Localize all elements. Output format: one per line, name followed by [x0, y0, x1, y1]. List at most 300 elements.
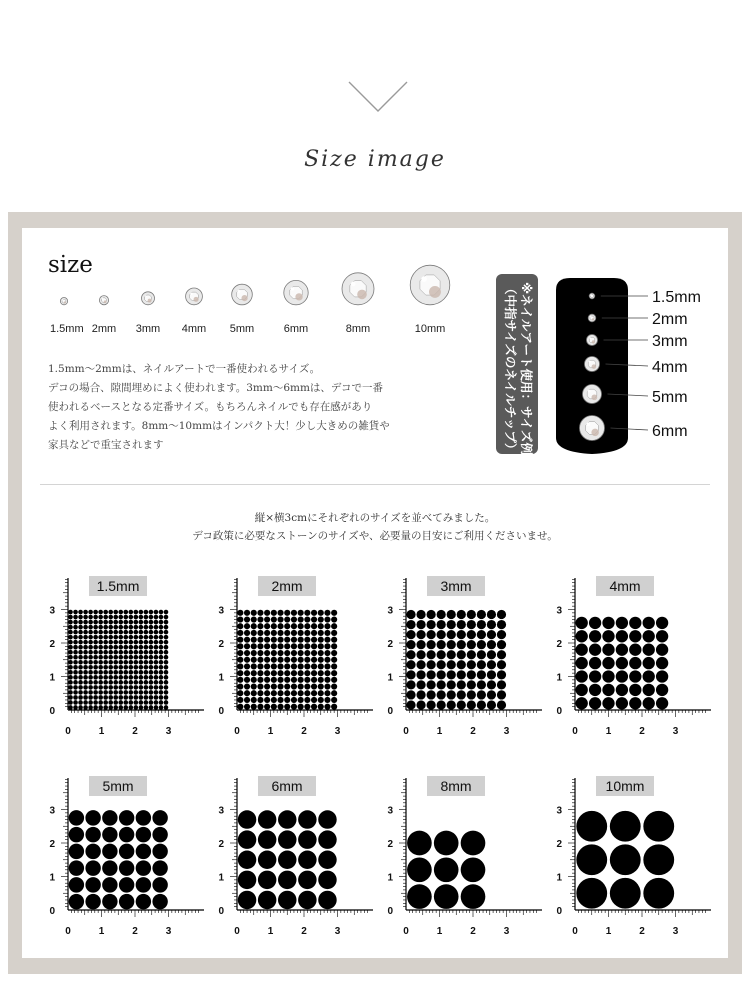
nail-size-label: 1.5mm — [652, 289, 701, 306]
stone-dot — [447, 690, 456, 699]
stone-dot — [237, 683, 243, 689]
stone-dot — [139, 620, 144, 625]
stone-dot — [602, 657, 614, 669]
stone-dot — [159, 615, 164, 620]
stone-dot — [277, 663, 283, 669]
y-tick-label: 3 — [556, 805, 562, 817]
stone-dot — [159, 675, 164, 680]
stone-dot — [656, 697, 668, 709]
stone-dot — [154, 685, 159, 690]
stone-dot — [118, 615, 123, 620]
stone-dot — [93, 615, 98, 620]
stone-dot — [291, 657, 297, 663]
stone-dot — [271, 643, 277, 649]
stone-dot — [298, 810, 316, 828]
stone-dot — [277, 650, 283, 656]
stone-dot — [406, 660, 415, 669]
grid-size-label: 4mm — [609, 578, 641, 594]
stone-dot — [85, 810, 100, 825]
stone-dot — [136, 810, 151, 825]
description-line: よく利用されます。8mm～10mmはインパクト大！少し大きめの雑貨や — [48, 420, 390, 432]
stone-dot — [108, 645, 113, 650]
stone-dot — [123, 660, 128, 665]
stone-dot — [159, 690, 164, 695]
stone-dot — [78, 685, 83, 690]
stone-dot — [119, 877, 134, 892]
stone-dot — [331, 704, 337, 710]
stone-dot — [159, 630, 164, 635]
stone-dot — [251, 643, 257, 649]
stone-dot — [139, 685, 144, 690]
stone-dot — [477, 680, 486, 689]
stone-dot — [93, 680, 98, 685]
stone-dot — [85, 827, 100, 842]
stone-dot — [477, 640, 486, 649]
stone-dot — [304, 704, 310, 710]
stone-dot — [277, 657, 283, 663]
stone-dot — [164, 670, 169, 675]
stone-dot — [643, 844, 674, 875]
stone-dot — [264, 616, 270, 622]
stone-dot — [318, 871, 336, 889]
y-tick-label: 3 — [387, 605, 393, 617]
stone-dot — [251, 637, 257, 643]
stone-dot — [159, 680, 164, 685]
stone-dot — [318, 663, 324, 669]
stone-dot — [318, 610, 324, 616]
stone-dot — [88, 685, 93, 690]
stone-dot — [416, 700, 425, 709]
y-tick-label: 3 — [49, 805, 55, 817]
stone-dot — [277, 683, 283, 689]
stone-dot — [298, 851, 316, 869]
y-tick-label: 2 — [556, 639, 562, 650]
stone-dot — [257, 610, 263, 616]
stone-dot — [437, 690, 446, 699]
stone-dot — [298, 704, 304, 710]
stone-dot — [134, 660, 139, 665]
stone-dot — [237, 657, 243, 663]
stone-dot — [477, 620, 486, 629]
stone-dot — [113, 620, 118, 625]
stone-dot — [88, 615, 93, 620]
stone-dot — [98, 610, 103, 615]
stone-dot — [271, 663, 277, 669]
stone-dot — [324, 623, 330, 629]
stone-dot — [83, 660, 88, 665]
stone-dot — [108, 615, 113, 620]
stone-dot — [113, 615, 118, 620]
stone-grid — [407, 831, 485, 909]
stone-dot — [264, 670, 270, 676]
stone-dot — [144, 630, 149, 635]
stone-dot — [318, 677, 324, 683]
stone-dot — [271, 616, 277, 622]
stone-dot — [643, 878, 674, 909]
stone-dot — [136, 827, 151, 842]
stone-grid — [237, 610, 337, 710]
stone-dot — [271, 630, 277, 636]
stone-dot — [576, 697, 588, 709]
stone-dot — [103, 610, 108, 615]
stone-dot — [461, 884, 486, 909]
stone-dot — [102, 844, 117, 859]
stone-dot — [271, 697, 277, 703]
stone-dot — [68, 635, 73, 640]
stone-dot — [278, 891, 296, 909]
stone-dot — [144, 665, 149, 670]
stone-dot — [629, 617, 641, 629]
stone-dot — [291, 650, 297, 656]
stone-dot — [264, 630, 270, 636]
stone-dot — [73, 705, 78, 710]
stone-dot — [134, 690, 139, 695]
stone-dot — [257, 616, 263, 622]
stone-dot — [103, 625, 108, 630]
stone-dot — [118, 670, 123, 675]
stone-dot — [318, 690, 324, 696]
size-grid-chart — [40, 570, 208, 748]
stone-dot — [237, 610, 243, 616]
y-tick-label: 1 — [556, 872, 562, 884]
stone-dot — [164, 640, 169, 645]
stone-dot — [123, 625, 128, 630]
stone-dot — [576, 617, 588, 629]
stone-dot — [134, 610, 139, 615]
stone-dot — [331, 683, 337, 689]
stone-dot — [159, 635, 164, 640]
stone-dot — [68, 640, 73, 645]
stone-dot — [103, 695, 108, 700]
stone-dot — [136, 894, 151, 909]
stone-dot — [447, 670, 456, 679]
stone-dot — [118, 655, 123, 660]
stone-dot — [93, 670, 98, 675]
stone-dot — [68, 625, 73, 630]
stone-dot — [83, 695, 88, 700]
stone-dot — [602, 630, 614, 642]
stone-dot — [88, 690, 93, 695]
stone-dot — [88, 630, 93, 635]
stone-dot — [238, 851, 256, 869]
stone-dot — [88, 620, 93, 625]
stone-dot — [164, 615, 169, 620]
stone-dot — [284, 690, 290, 696]
stone-dot — [298, 697, 304, 703]
stone-dot — [237, 643, 243, 649]
stone-dot — [103, 690, 108, 695]
stone-dot — [251, 690, 257, 696]
stone-dot — [69, 877, 84, 892]
stone-dot — [113, 680, 118, 685]
stone-dot — [487, 650, 496, 659]
stone-dot — [129, 705, 134, 710]
stone-dot — [427, 690, 436, 699]
stone-dot — [113, 610, 118, 615]
stone-dot — [154, 665, 159, 670]
stone-dot — [69, 827, 84, 842]
stone-dot — [68, 670, 73, 675]
stone-dot — [108, 620, 113, 625]
stone-dot — [88, 635, 93, 640]
x-tick-label: 0 — [403, 926, 409, 937]
stone-dot — [93, 645, 98, 650]
stone-dot — [331, 616, 337, 622]
stone-dot — [311, 690, 317, 696]
stone-dot — [271, 704, 277, 710]
stone-dot — [457, 660, 466, 669]
stone-dot — [461, 857, 486, 882]
y-tick-label: 0 — [387, 706, 393, 717]
stone-dot — [103, 655, 108, 660]
stone-dot — [616, 644, 628, 656]
stone-dot — [258, 891, 276, 909]
intro-line: 縦×横3cmにそれぞれのサイズを並べてみました。 — [254, 512, 496, 524]
stone-dot — [73, 620, 78, 625]
stone-dot — [278, 810, 296, 828]
stone-dot — [118, 630, 123, 635]
stone-dot — [159, 655, 164, 660]
stone-dot — [629, 644, 641, 656]
stone-dot — [98, 660, 103, 665]
stone-dot — [406, 620, 415, 629]
section-heading: Size image — [304, 147, 446, 172]
stone-dot — [467, 690, 476, 699]
stone-dot — [331, 623, 337, 629]
stone-dot — [108, 640, 113, 645]
stone-dot — [83, 630, 88, 635]
stone-dot — [144, 705, 149, 710]
stone-dot — [258, 871, 276, 889]
stone-dot — [467, 650, 476, 659]
stone-dot — [98, 615, 103, 620]
stone-dot — [237, 670, 243, 676]
stone-dot — [311, 643, 317, 649]
stone-dot — [83, 640, 88, 645]
stone-dot — [447, 630, 456, 639]
stone-dot — [264, 657, 270, 663]
stone-dot — [244, 650, 250, 656]
stone-dot — [144, 675, 149, 680]
stone-dot — [154, 620, 159, 625]
stone-dot — [331, 643, 337, 649]
stone-dot — [311, 683, 317, 689]
stone-dot — [68, 665, 73, 670]
stone-dot — [277, 610, 283, 616]
stone-dot — [257, 630, 263, 636]
stone-dot — [311, 670, 317, 676]
stone-dot — [113, 695, 118, 700]
stone-dot — [108, 655, 113, 660]
stone-dot — [93, 640, 98, 645]
stone-dot — [656, 670, 668, 682]
stone-dot — [437, 640, 446, 649]
stone-dot — [144, 680, 149, 685]
stone-dot — [83, 670, 88, 675]
stone-dot — [113, 625, 118, 630]
stone-dot — [284, 663, 290, 669]
stone-dot — [467, 660, 476, 669]
stone-dot — [88, 680, 93, 685]
stone-dot — [576, 670, 588, 682]
stone-dot — [93, 625, 98, 630]
stone-dot — [284, 623, 290, 629]
stone-dot — [68, 630, 73, 635]
stone-dot — [154, 610, 159, 615]
stone-dot — [304, 630, 310, 636]
stone-dot — [311, 650, 317, 656]
stone-dot — [589, 684, 601, 696]
stone-dot — [139, 665, 144, 670]
stone-dot — [134, 705, 139, 710]
stone-dot — [497, 610, 506, 619]
stone-dot — [406, 650, 415, 659]
stone-dot — [139, 645, 144, 650]
stone-dot — [416, 630, 425, 639]
stone-dot — [291, 697, 297, 703]
stone-dot — [83, 650, 88, 655]
stone-dot — [257, 637, 263, 643]
stone-dot — [251, 623, 257, 629]
stone-dot — [118, 665, 123, 670]
stone-dot — [119, 860, 134, 875]
stone-dot — [298, 637, 304, 643]
stone-dot — [643, 657, 655, 669]
stone-dot — [264, 637, 270, 643]
stone-dot — [83, 655, 88, 660]
stone-dot — [123, 655, 128, 660]
stone-dot — [284, 610, 290, 616]
stone-dot — [164, 665, 169, 670]
stone-dot — [98, 690, 103, 695]
stone-dot — [164, 700, 169, 705]
stone-dot — [68, 655, 73, 660]
stone-dot — [427, 700, 436, 709]
stone-dot — [497, 620, 506, 629]
stone-dot — [257, 650, 263, 656]
stone-dot — [257, 677, 263, 683]
stone-dot — [278, 851, 296, 869]
stone-dot — [83, 705, 88, 710]
stone-dot — [139, 670, 144, 675]
stone-dot — [318, 637, 324, 643]
stone-dot — [434, 884, 459, 909]
stone-dot — [69, 844, 84, 859]
stone-dot — [244, 630, 250, 636]
stone-dot — [69, 810, 84, 825]
x-tick-label: 0 — [234, 926, 240, 937]
stone-dot — [324, 663, 330, 669]
stone-dot — [118, 700, 123, 705]
stone-dot — [237, 616, 243, 622]
stone-dot — [68, 695, 73, 700]
stone-dot — [406, 640, 415, 649]
stone-dot — [113, 690, 118, 695]
stone-dot — [244, 683, 250, 689]
stone-dot — [257, 670, 263, 676]
stone-dot — [457, 690, 466, 699]
stone-dot — [291, 610, 297, 616]
y-tick-label: 0 — [49, 706, 55, 717]
stone-dot — [144, 645, 149, 650]
stone-dot — [258, 851, 276, 869]
stone-dot — [73, 695, 78, 700]
stone-dot — [144, 685, 149, 690]
stone-dot — [134, 675, 139, 680]
stone-dot — [144, 640, 149, 645]
rhinestone-icon — [580, 416, 605, 441]
stone-dot — [159, 670, 164, 675]
stone-dot — [447, 680, 456, 689]
rhinestone-icon — [342, 273, 374, 305]
stone-dot — [139, 660, 144, 665]
grid-size-label: 6mm — [271, 778, 303, 794]
stone-dot — [318, 657, 324, 663]
stone-dot — [244, 637, 250, 643]
stone-dot — [144, 650, 149, 655]
stone-dot — [129, 680, 134, 685]
stone-dot — [88, 640, 93, 645]
stone-dot — [69, 860, 84, 875]
stone-dot — [602, 617, 614, 629]
stone-dot — [298, 871, 316, 889]
stone-dot — [134, 640, 139, 645]
stone-dot — [447, 620, 456, 629]
stone-dot — [251, 657, 257, 663]
stone-dot — [467, 670, 476, 679]
stone-dot — [318, 616, 324, 622]
stone-dot — [73, 670, 78, 675]
stone-dot — [264, 610, 270, 616]
stone-dot — [98, 675, 103, 680]
stone-dot — [284, 670, 290, 676]
x-tick-label: 0 — [65, 926, 71, 937]
stone-dot — [291, 623, 297, 629]
stone-dot — [406, 670, 415, 679]
stone-dot — [477, 610, 486, 619]
stone-dot — [298, 643, 304, 649]
stone-dot — [108, 665, 113, 670]
stone-dot — [88, 625, 93, 630]
stone-dot — [164, 655, 169, 660]
stone-dot — [298, 683, 304, 689]
stone-dot — [83, 690, 88, 695]
nail-size-label: 2mm — [652, 311, 688, 328]
y-tick-label: 1 — [387, 672, 393, 684]
x-tick-label: 2 — [301, 926, 307, 937]
gem-size-label: 8mm — [345, 323, 371, 335]
stone-dot — [154, 705, 159, 710]
stone-dot — [291, 630, 297, 636]
stone-dot — [257, 643, 263, 649]
stone-dot — [129, 650, 134, 655]
stone-dot — [134, 625, 139, 630]
y-tick-label: 2 — [49, 639, 55, 650]
stone-dot — [616, 697, 628, 709]
stone-dot — [93, 695, 98, 700]
stone-dot — [406, 610, 415, 619]
grid-size-label: 3mm — [440, 578, 472, 594]
stone-dot — [616, 657, 628, 669]
stone-dot — [643, 684, 655, 696]
stone-dot — [251, 677, 257, 683]
stone-dot — [102, 827, 117, 842]
stone-dot — [427, 610, 436, 619]
stone-dot — [284, 704, 290, 710]
x-tick-label: 3 — [672, 926, 679, 937]
stone-dot — [73, 700, 78, 705]
stone-dot — [407, 884, 432, 909]
